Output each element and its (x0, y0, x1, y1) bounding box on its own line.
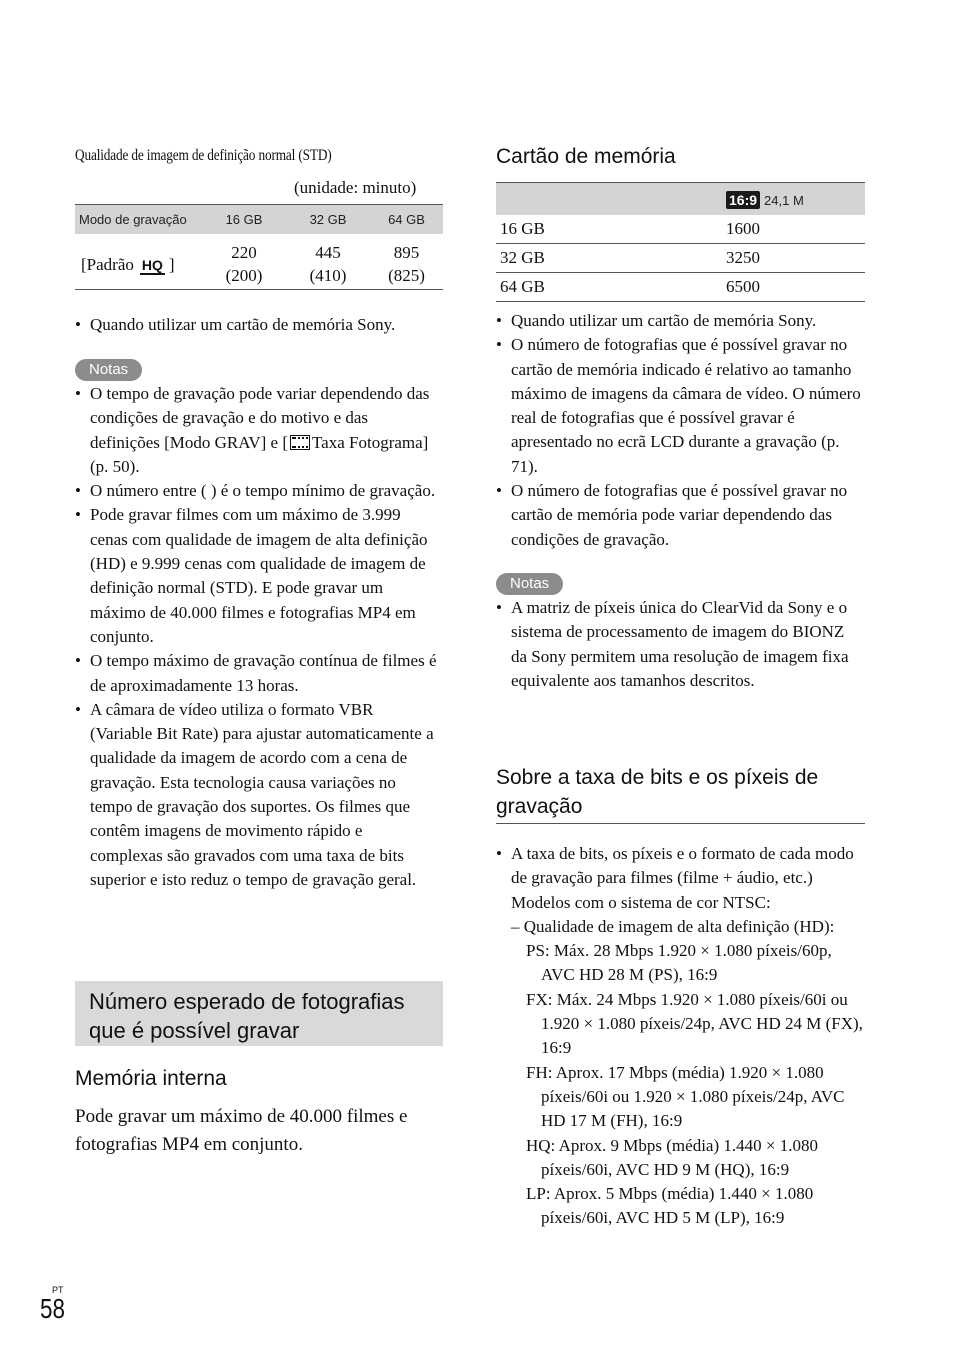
list-item: • O número de fotografias que é possível gravar no cartão de memória pode variar dependendo das condições de gravação. (496, 479, 862, 552)
list-item: • Pode gravar filmes com um máximo de 3.999 cenas com qualidade de imagem de alta definição (HD) e 9.999 cenas com qualidade de imagem de definição normal (STD). E pode gravar um máximo de 40.000 filmes e fotografias MP4 em conjunto. (75, 503, 437, 649)
mode-cell: [Padrão HQ ] (75, 234, 202, 290)
mode-ps: PS: Máx. 28 Mbps 1.920 × 1.080 píxeis/60p, AVC HD 28 M (PS), 16:9 (526, 941, 832, 985)
ntsc-label: Modelos com o sistema de cor NTSC: (511, 892, 771, 912)
list-item: • O tempo de gravação pode variar dependendo das condições de gravação e do motivo e das definições [Modo GRAV] e [ Taxa Fotograma] (p. 50). (75, 382, 437, 479)
std-recording-time-table (75, 204, 443, 290)
hq-icon: HQ (141, 256, 163, 273)
section-title-box (75, 981, 443, 1046)
memory-card-heading: Cartão de memória (496, 145, 676, 168)
list-item: • O tempo máximo de gravação contínua de filmes é de aproximadamente 13 horas. (75, 649, 437, 698)
mode-fx: FX: Máx. 24 Mbps 1.920 × 1.080 píxeis/60i ou 1.920 × 1.080 píxeis/24p, AVC HD 24 M (FX), 16:9 (526, 989, 863, 1058)
list-item: • A matriz de píxeis única do ClearVid da Sony e o sistema de processamento de imagem do BIONZ da Sony permitem uma resolução de imagem fixa equivalente aos tamanhos descritos. (496, 596, 862, 693)
table-row: 64 GB 6500 (496, 273, 865, 302)
section-title: Número esperado de fotografias que é possível gravar (89, 989, 405, 1043)
list-item: • A taxa de bits, os píxeis e o formato de cada modo de gravação para filmes (filme + áudio, etc.) Modelos com o sistema de cor NTSC: – Qualidade de imagem de alta definição (HD): PS: Máx. 28 Mbps 1.920 × 1.080 píxeis/60p, AVC HD 28 M (PS), 16:9 FX: Máx. 24 Mbps 1.920 × 1.080 píxeis/60i ou 1.920 × 1.080 píxeis/24p, AVC HD 24 M (FX), 16:9 FH: Aprox. 17 Mbps (média) 1.920 × 1.080 píxeis/60i ou 1.920 × 1.080 píxeis/24p, AVC HD 17 M (FH), 16:9 HQ: Aprox. 9 Mbps (média) 1.440 × 1.080 píxeis/60i, AVC HD 9 M (HQ), 16:9 LP: Aprox. 5 Mbps (média) 1.440 × 1.080 píxeis/60i, AVC HD 5 M (LP), 16:9 (496, 842, 866, 1231)
col-header-64gb: 64 GB (370, 205, 443, 235)
internal-memory-text: Pode gravar um máximo de 40.000 filmes e fotografias MP4 em conjunto. (75, 1106, 408, 1155)
value-16gb: 220 (200) (202, 234, 286, 290)
aspect-16-9-icon: 16:9 (726, 191, 760, 209)
table-row (75, 234, 443, 290)
notas-badge: Notas (75, 359, 142, 381)
sony-card-note (75, 313, 445, 337)
page-number: 58 (40, 1293, 65, 1324)
image-size-header: 16:9 24,1 M (726, 183, 865, 216)
left-notes-list (75, 382, 437, 892)
col-header-mode: Modo de gravação (75, 205, 202, 235)
notas-badge: Notas (496, 573, 563, 595)
list-item: • Quando utilizar um cartão de memória Sony. (75, 313, 445, 337)
std-quality-title: Qualidade de imagem de definição normal (STD) (75, 147, 332, 164)
right-notes-list (496, 596, 862, 693)
list-item: • O número de fotografias que é possível gravar no cartão de memória indicado é relativo ao tamanho máximo de imagens da câmara de vídeo. O número real de fotografias que é possível gravar é apresentado no ecrã LCD durante a gravação (p. 71). (496, 333, 862, 479)
bitrate-list (496, 842, 866, 1231)
list-item: • Quando utilizar um cartão de memória Sony. (496, 309, 862, 333)
list-item: • A câmara de vídeo utiliza o formato VBR (Variable Bit Rate) para ajustar automaticamente a qualidade da imagem de acordo com a cena de gravação. Esta tecnologia causa variações no tempo de gravação dos suportes. Os filmes que contêm imagens de movimento rápido e complexas são gravados com uma taxa de bits superior e isto reduz o tempo de gravação geral. (75, 698, 437, 892)
mode-fh: FH: Aprox. 17 Mbps (média) 1.920 × 1.080 píxeis/60i ou 1.920 × 1.080 píxeis/24p, AVC HD 17 M (FH), 16:9 (526, 1062, 845, 1131)
mode-hq: HQ: Aprox. 9 Mbps (média) 1.440 × 1.080 píxeis/60i, AVC HD 9 M (HQ), 16:9 (526, 1135, 818, 1179)
list-item: • O número entre ( ) é o tempo mínimo de gravação. (75, 479, 437, 503)
language-code: PT (52, 1285, 64, 1295)
value-64gb: 895 (825) (370, 234, 443, 290)
table-row: 32 GB 3250 (496, 244, 865, 273)
unit-label: (unidade: minuto) (294, 178, 417, 197)
mode-lp: LP: Aprox. 5 Mbps (média) 1.440 × 1.080 píxeis/60i, AVC HD 5 M (LP), 16:9 (526, 1184, 814, 1228)
col-header-16gb: 16 GB (202, 205, 286, 235)
card-bullets (496, 309, 862, 552)
hd-label: – Qualidade de imagem de alta definição (HD): (511, 916, 835, 936)
table-row: 16 GB 1600 (496, 215, 865, 244)
film-frame-rate-icon (290, 435, 310, 450)
value-32gb: 445 (410) (286, 234, 370, 290)
col-header-32gb: 32 GB (286, 205, 370, 235)
memory-card-table (496, 182, 865, 302)
internal-memory-heading: Memória interna (75, 1067, 227, 1090)
bitrate-heading: Sobre a taxa de bits e os píxeis de gravação (496, 763, 865, 824)
